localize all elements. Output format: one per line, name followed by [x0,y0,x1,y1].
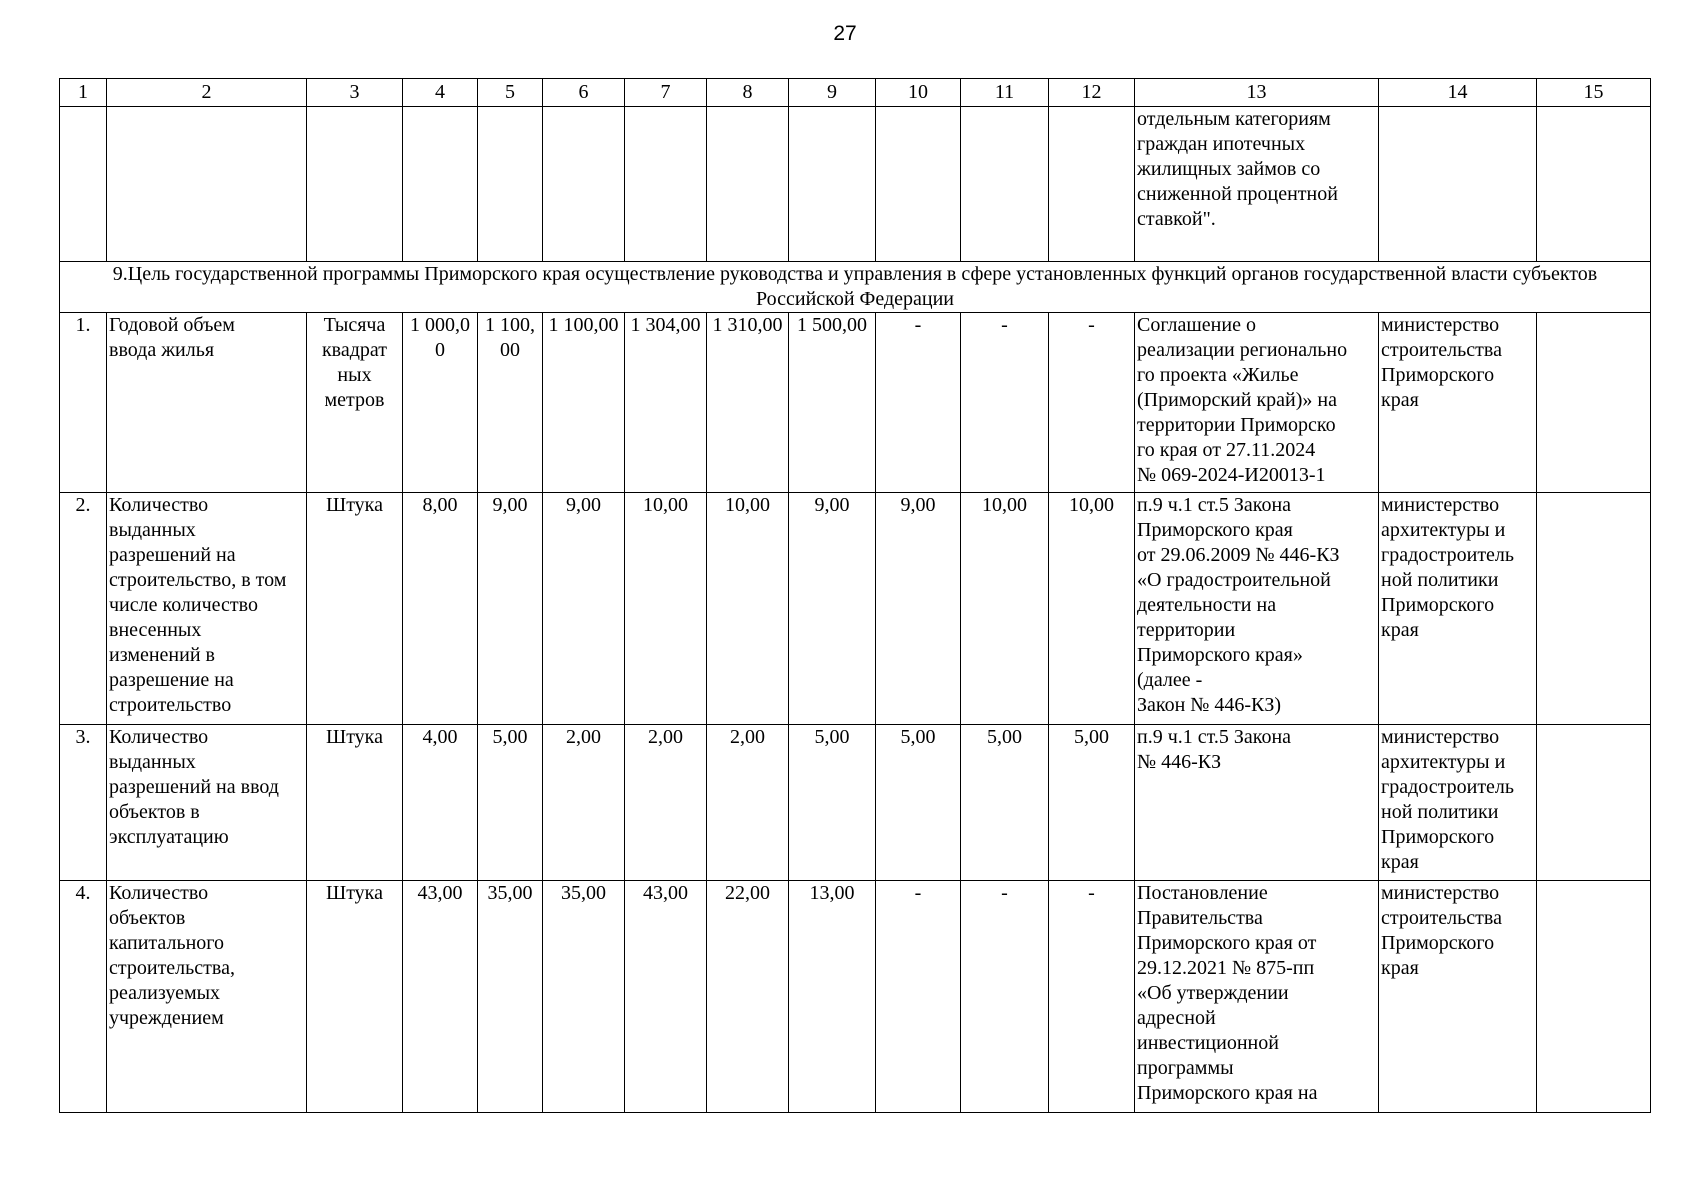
row-number: 1. [60,313,107,493]
row-number: 4. [60,881,107,1113]
unit-cell: Штука [307,725,403,881]
value-cell: 5,00 [789,725,876,881]
empty-cell [1537,107,1651,262]
empty-cell [1379,107,1537,262]
empty-cell [307,107,403,262]
continuation-row [60,107,1651,262]
value-cell: 1 500,00 [789,313,876,493]
value-cell: 35,00 [478,881,543,1113]
empty-cell [876,107,961,262]
value-cell: 2,00 [543,725,625,881]
header-cell: 1 [60,79,107,107]
value-cell: 8,00 [403,493,478,725]
value-cell: - [961,881,1049,1113]
basis-cell: отдельным категориям граждан ипотечных жилищных займов со сниженной процентной ставкой". [1135,107,1379,262]
header-cell: 15 [1537,79,1651,107]
value-cell: 9,00 [478,493,543,725]
header-cell: 10 [876,79,961,107]
value-cell: 13,00 [789,881,876,1113]
value-cell: 4,00 [403,725,478,881]
row-number: 2. [60,493,107,725]
empty-cell [478,107,543,262]
value-cell: 1 100,00 [543,313,625,493]
value-cell: 1 310,00 [707,313,789,493]
value-cell: 1 304,00 [625,313,707,493]
value-cell: 2,00 [707,725,789,881]
value-cell: 10,00 [625,493,707,725]
indicator-name: Годовой объем ввода жилья [107,313,307,493]
value-cell: 35,00 [543,881,625,1113]
header-cell: 3 [307,79,403,107]
indicators-table [59,78,1651,1113]
value-cell: 9,00 [789,493,876,725]
unit-cell: Штука [307,881,403,1113]
value-cell: 43,00 [403,881,478,1113]
empty-cell [60,107,107,262]
responsible-cell: министерство строительства Приморского края [1379,881,1537,1113]
empty-cell [1537,313,1651,493]
empty-cell [961,107,1049,262]
table-row [60,313,1651,493]
responsible-cell: министерство строительства Приморского края [1379,313,1537,493]
indicator-name: Количество объектов капитального строительства, реализуемых учреждением [107,881,307,1113]
value-cell: - [1049,881,1135,1113]
basis-cell: Соглашение о реализации регионально го проекта «Жилье (Приморский край)» на территории Приморско го края от 27.11.2024 № 069-2024-И20013-1 [1135,313,1379,493]
empty-cell [403,107,478,262]
empty-cell [1537,881,1651,1113]
value-cell: 10,00 [961,493,1049,725]
header-cell: 6 [543,79,625,107]
value-cell: - [961,313,1049,493]
unit-cell: Штука [307,493,403,725]
goal-section-heading: 9.Цель государственной программы Приморского края осуществление руководства и управления в сфере установленных функций органов государственной власти субъектов Российской Федерации [60,262,1651,313]
header-cell: 7 [625,79,707,107]
header-cell: 12 [1049,79,1135,107]
value-cell: - [1049,313,1135,493]
goal-section-row [60,262,1651,313]
basis-cell: п.9 ч.1 ст.5 Закона Приморского края от 29.06.2009 № 446-КЗ «О градостроительной деятельности на территории Приморского края» (далее - Закон № 446-КЗ) [1135,493,1379,725]
value-cell: 43,00 [625,881,707,1113]
value-cell: - [876,313,961,493]
table-row [60,725,1651,881]
empty-cell [625,107,707,262]
empty-cell [1049,107,1135,262]
value-cell: 1 000,0 0 [403,313,478,493]
basis-cell: Постановление Правительства Приморского края от 29.12.2021 № 875-пп «Об утверждении адресной инвестиционной программы Приморского края на [1135,881,1379,1113]
header-cell: 2 [107,79,307,107]
value-cell: - [876,881,961,1113]
page-number: 27 [833,22,857,45]
responsible-cell: министерство архитектуры и градостроитель ной политики Приморского края [1379,725,1537,881]
empty-cell [107,107,307,262]
unit-cell: Тысяча квадрат ных метров [307,313,403,493]
table-row [60,881,1651,1113]
value-cell: 10,00 [1049,493,1135,725]
empty-cell [1537,493,1651,725]
header-cell: 8 [707,79,789,107]
value-cell: 5,00 [961,725,1049,881]
basis-cell: п.9 ч.1 ст.5 Закона № 446-КЗ [1135,725,1379,881]
value-cell: 9,00 [876,493,961,725]
value-cell: 22,00 [707,881,789,1113]
header-cell: 4 [403,79,478,107]
indicator-name: Количество выданных разрешений на ввод объектов в эксплуатацию [107,725,307,881]
value-cell: 9,00 [543,493,625,725]
value-cell: 5,00 [1049,725,1135,881]
value-cell: 10,00 [707,493,789,725]
empty-cell [1537,725,1651,881]
indicator-name: Количество выданных разрешений на строительство, в том числе количество внесенных изменений в разрешение на строительство [107,493,307,725]
responsible-cell: министерство архитектуры и градостроитель ной политики Приморского края [1379,493,1537,725]
value-cell: 5,00 [876,725,961,881]
header-cell: 14 [1379,79,1537,107]
header-row [60,79,1651,107]
header-cell: 9 [789,79,876,107]
empty-cell [789,107,876,262]
value-cell: 1 100, 00 [478,313,543,493]
row-number: 3. [60,725,107,881]
header-cell: 11 [961,79,1049,107]
empty-cell [543,107,625,262]
value-cell: 5,00 [478,725,543,881]
header-cell: 5 [478,79,543,107]
table-row [60,493,1651,725]
header-cell: 13 [1135,79,1379,107]
value-cell: 2,00 [625,725,707,881]
empty-cell [707,107,789,262]
